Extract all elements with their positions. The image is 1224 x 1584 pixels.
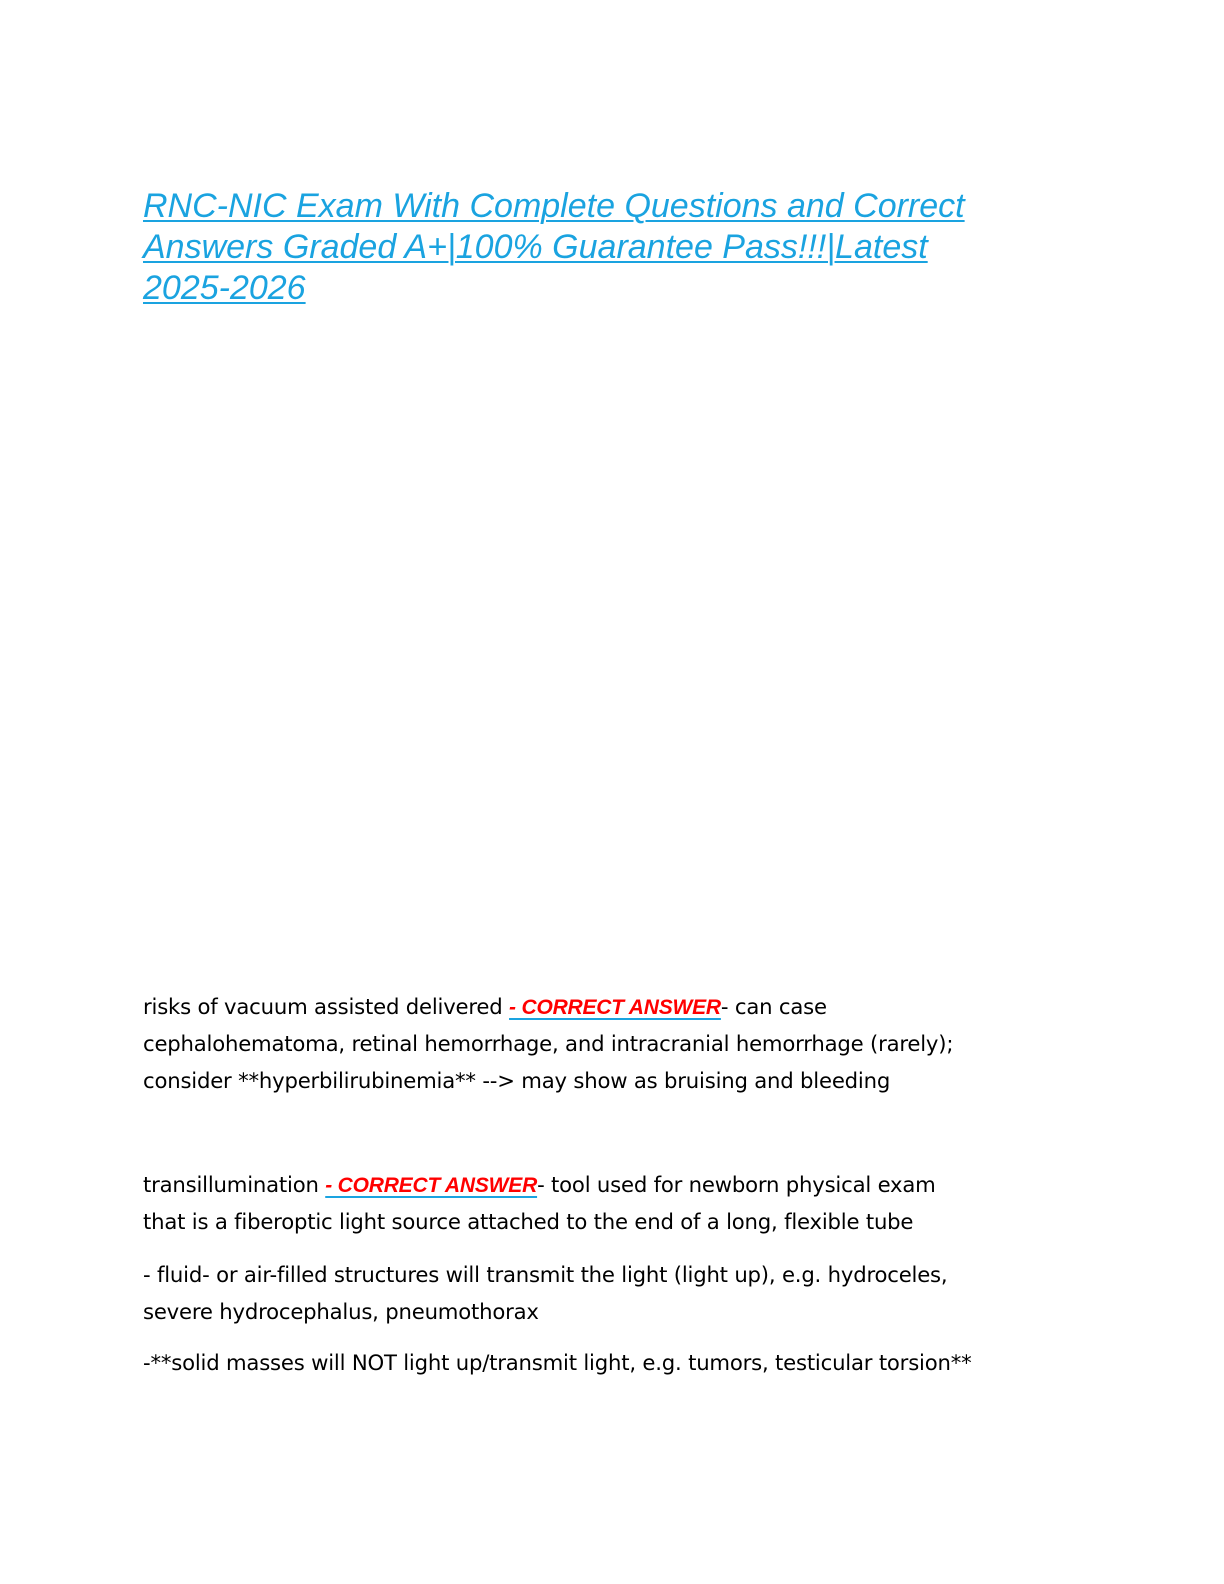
entry-2-paragraph-line: severe hydrocephalus, pneumothorax: [143, 1299, 539, 1324]
title-line-2: Answers Graded A+|100% Guarantee Pass!!!|Latest: [143, 228, 928, 266]
entry-2-answer-line: that is a fiberoptic light source attached to the end of a long, flexible tube: [143, 1209, 914, 1234]
correct-answer-marker: - CORRECT ANSWER: [509, 996, 721, 1019]
document-title: [143, 186, 1043, 309]
entry-2-answer-start: - tool used for newborn physical exam: [537, 1172, 936, 1197]
title-line-3: 2025-2026: [143, 269, 306, 307]
entry-2-paragraph-line: -**solid masses will NOT light up/transmit light, e.g. tumors, testicular torsion**: [143, 1350, 972, 1375]
entry-1-answer-start: - can case: [720, 994, 827, 1019]
entry-2-question: transillumination: [143, 1172, 326, 1197]
entry-1-answer-line: cephalohematoma, retinal hemorrhage, and intracranial hemorrhage (rarely);: [143, 1031, 954, 1056]
correct-answer-marker: - CORRECT ANSWER: [325, 1174, 538, 1197]
entry-2-paragraph-line: - fluid- or air-filled structures will transmit the light (light up), e.g. hydroceles,: [143, 1262, 948, 1287]
title-line-1: RNC-NIC Exam With Complete Questions and Correct: [143, 187, 965, 225]
entry-1-answer-line: consider **hyperbilirubinemia** --> may show as bruising and bleeding: [143, 1068, 891, 1093]
entry-1-first-line: [143, 992, 827, 1023]
entry-2-first-line: [143, 1170, 936, 1201]
entry-1-question: risks of vacuum assisted delivered: [143, 994, 510, 1019]
